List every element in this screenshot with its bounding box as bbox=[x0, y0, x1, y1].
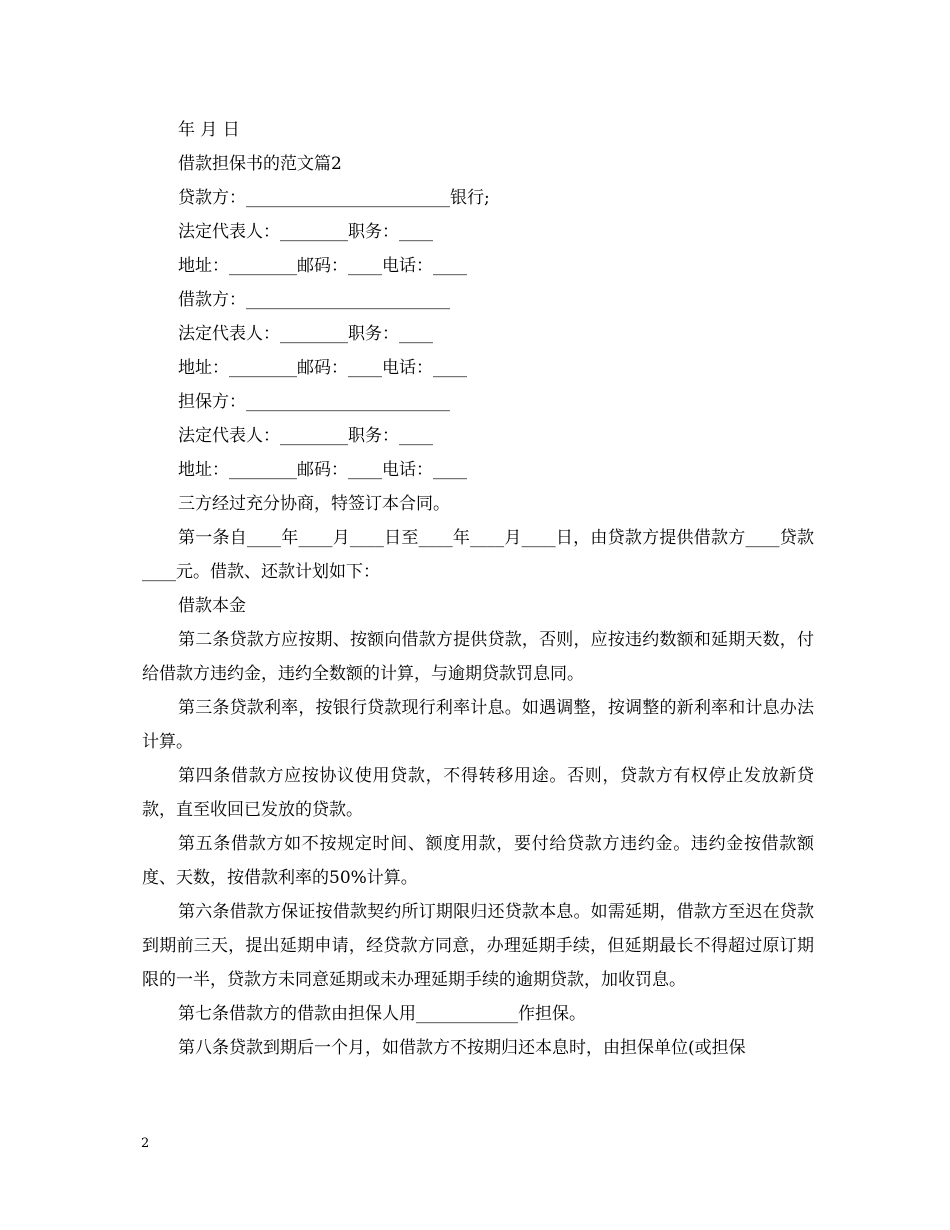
article-7-paragraph: 第七条借款方的借款由担保人用____________作担保。 bbox=[178, 1004, 586, 1024]
lender-representative-line: 法定代表人：________职务：____ bbox=[178, 222, 433, 242]
article-1-paragraph: 第一条自____年____月____日至____年____月____日，由贷款方提供借款方____贷款____元。借款、还款计划如下： bbox=[142, 528, 814, 582]
article-4-paragraph: 第四条借款方应按协议使用贷款，不得转移用途。否则，贷款方有权停止发放新贷款，直至收回已发放的贷款。 bbox=[142, 766, 814, 820]
borrower-representative-line: 法定代表人：________职务：____ bbox=[178, 324, 433, 344]
date-line: 年 月 日 bbox=[178, 120, 240, 140]
article-3-paragraph: 第三条贷款利率，按银行贷款现行利率计息。如遇调整，按调整的新利率和计息办法计算。 bbox=[142, 698, 814, 752]
section-title: 借款担保书的范文篇2 bbox=[178, 154, 342, 174]
guarantor-address-line: 地址：________邮码：____电话：____ bbox=[178, 460, 467, 480]
agreement-statement: 三方经过充分协商，特签订本合同。 bbox=[178, 494, 450, 514]
article-6-paragraph: 第六条借款方保证按借款契约所订期限归还贷款本息。如需延期，借款方至迟在贷款到期前三天，提出延期申请，经贷款方同意，办理延期手续，但延期最长不得超过原订期限的一半，贷款方未同意延期或未办理延期手续的逾期贷款，加收罚息。 bbox=[142, 902, 814, 990]
guarantor-representative-line: 法定代表人：________职务：____ bbox=[178, 426, 433, 446]
article-2-paragraph: 第二条贷款方应按期、按额向借款方提供贷款，否则，应按违约数额和延期天数，付给借款方违约金，违约全数额的计算，与逾期贷款罚息同。 bbox=[142, 630, 814, 684]
article-8-paragraph: 第八条贷款到期后一个月，如借款方不按期归还本息时，由担保单位(或担保 bbox=[178, 1038, 746, 1058]
lender-address-line: 地址：________邮码：____电话：____ bbox=[178, 256, 467, 276]
principal-label: 借款本金 bbox=[178, 596, 246, 616]
page-number: 2 bbox=[141, 1136, 150, 1151]
lender-line: 贷款方：________________________银行; bbox=[178, 188, 490, 208]
borrower-line: 借款方：________________________ bbox=[178, 290, 450, 310]
document-body bbox=[142, 113, 814, 1065]
article-5-paragraph: 第五条借款方如不按规定时间、额度用款，要付给贷款方违约金。违约金按借款额度、天数，按借款利率的50%计算。 bbox=[142, 834, 814, 888]
guarantor-line: 担保方：________________________ bbox=[178, 392, 450, 412]
borrower-address-line: 地址：________邮码：____电话：____ bbox=[178, 358, 467, 378]
